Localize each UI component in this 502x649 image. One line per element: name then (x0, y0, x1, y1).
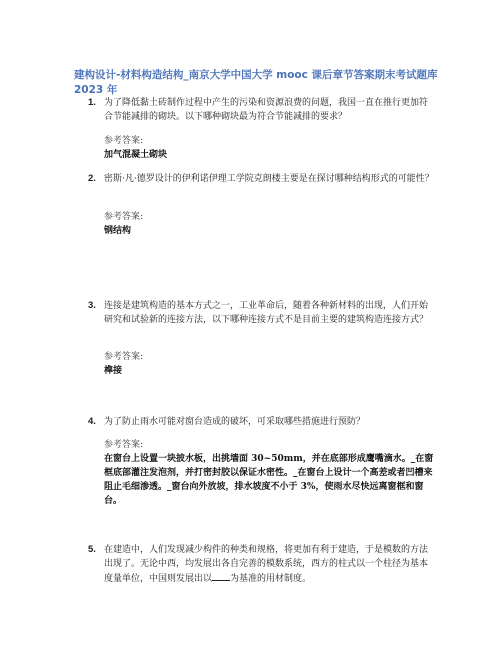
question-number: 5. (88, 544, 96, 555)
question-text: 连接是建筑构造的基本方式之一，工业革命后，随着各种新材料的出现，人们开始研究和试验新的连接方法，以下哪种连接方式不是目前主要的建筑构造连接方式？ (104, 301, 429, 325)
answer-label: 参考答案: (104, 136, 144, 146)
document-title: 建构设计-材料构造结构_南京大学中国大学 mooc 课后章节答案期末考试题库 2023 年 (74, 69, 438, 96)
question-text: 为了防止雨水可能对窗台造成的破坏，可采取哪些措施进行预防？ (104, 417, 366, 427)
question-number: 4. (88, 416, 96, 427)
answer-label: 参考答案: (104, 440, 144, 450)
question-text-part: 在建造中，人们发现减少构件的种类和规格，将更加有利于建造，于是模数的方法出现了。无论中西，均发展出各自完善的模数系统，西方的柱式以一个柱径为基本度量单位，中国则发展出以 (104, 545, 429, 584)
answer-label: 参考答案: (104, 352, 144, 362)
question-text-part: 为基准的用材制度。 (230, 574, 312, 584)
answer-text: 榫接 (104, 366, 123, 376)
fill-in-blank (212, 571, 230, 581)
question-text: 为了降低黏土砖制作过程中产生的污染和资源浪费的问题，我国一直在推行更加符合节能减排的砌块。以下哪种砌块最为符合节能减排的要求？ (104, 98, 429, 122)
answer-text: 钢结构 (104, 226, 132, 236)
answer-label: 参考答案: (104, 212, 144, 222)
answer-text: 加气混凝土砌块 (104, 150, 168, 160)
question-number: 3. (88, 300, 96, 311)
question-text (104, 543, 434, 586)
question-number: 2. (88, 173, 96, 184)
question-number: 1. (88, 97, 96, 108)
answer-text: 在窗台上设置一块披水板，出挑墙面 30~50mm，并在底部形成鹰嘴滴水。_在窗框底部灌注发泡剂，并打密封胶以保证水密性。_在窗台上设计一个高差或者凹槽来阻止毛细渗透。_窗台向外放坡，排水坡度不小于 3%，使雨水尽快远离窗框和窗台。 (104, 454, 434, 506)
question-text: 密斯·凡·德罗设计的伊利诺伊理工学院克朗楼主要是在探讨哪种结构形式的可能性？ (104, 174, 434, 184)
